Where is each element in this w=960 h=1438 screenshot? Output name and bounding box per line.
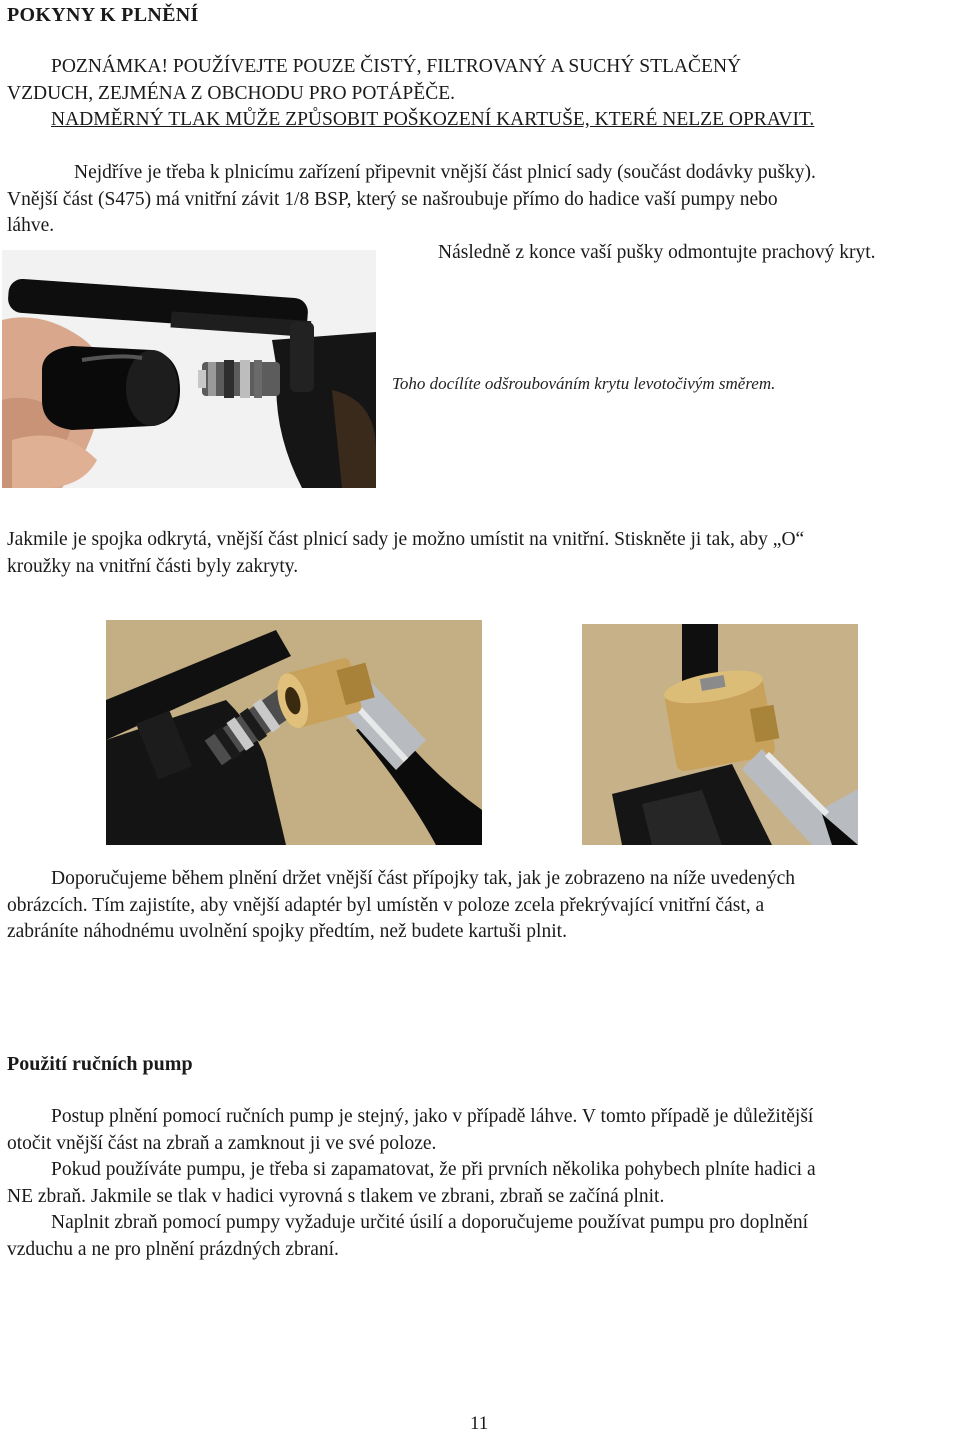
note-line-1: POZNÁMKA! POUŽÍVEJTE POUZE ČISTÝ, FILTROVANÝ A SUCHÝ STLAČENÝ xyxy=(51,56,742,77)
warning-note xyxy=(7,54,952,134)
connector-detached-illustration xyxy=(106,620,482,845)
note-line-2: VZDUCH, ZEJMÉNA Z OBCHODU PRO POTÁPĚČE. xyxy=(7,82,455,104)
photo-connector-attached xyxy=(582,624,858,845)
photo-caption-dust-cap: Toho docílíte odšroubováním krytu levotočivým směrem. xyxy=(392,374,776,393)
paragraph-attach-outer-part xyxy=(7,160,952,240)
connector-attached-illustration xyxy=(582,624,858,845)
para4-line-1: Doporučujeme během plnění držet vnější část přípojky tak, jak je zobrazeno na níže uvedených xyxy=(51,868,795,889)
photo-dust-cap-removal xyxy=(2,250,376,488)
para4-line-3: zabráníte náhodnému uvolnění spojky předtím, než budete kartuši plnit. xyxy=(7,921,567,942)
paragraph-hand-pumps xyxy=(7,1104,952,1263)
para5-line-2: otočit vnější část na zbraň a zamknout ji ve své poloze. xyxy=(7,1132,437,1154)
paragraph-place-outer-part xyxy=(7,527,952,580)
photo-connector-detached xyxy=(106,620,482,845)
page-number: 11 xyxy=(470,1413,489,1434)
para3-line-2: kroužky na vnitřní části byly zakryty. xyxy=(7,555,299,577)
dust-cap-illustration xyxy=(2,250,376,488)
para1-line-1: Nejdříve je třeba k plnicímu zařízení připevnit vnější část plnicí sady (součást dodávky pušky). xyxy=(74,162,816,183)
paragraph-hold-connector xyxy=(7,866,952,946)
paragraph-remove-dust-cap: Následně z konce vaší pušky odmontujte prachový kryt. xyxy=(438,242,876,263)
para1-line-2: Vnější část (S475) má vnitřní závit 1/8 BSP, který se našroubuje přímo do hadice vaší pumpy nebo xyxy=(7,188,778,210)
para5-line-6: vzduchu a ne pro plnění prázdných zbraní. xyxy=(7,1238,339,1260)
para5-line-5: Naplnit zbraň pomocí pumpy vyžaduje určité úsilí a doporučujeme používat pumpu pro doplnění xyxy=(51,1212,809,1233)
page-title: POKYNY K PLNĚNÍ xyxy=(7,4,199,26)
para5-line-4: NE zbraň. Jakmile se tlak v hadici vyrovná s tlakem ve zbrani, zbraň se začíná plnit. xyxy=(7,1185,665,1207)
para3-line-1: Jakmile je spojka odkrytá, vnější část plnicí sady je možno umístit na vnitřní. Stiskněte ji tak, aby „O“ xyxy=(7,529,805,550)
para4-line-2: obrázcích. Tím zajistíte, aby vnější adaptér byl umístěn v poloze zcela překrývající vnitřní část, a xyxy=(7,894,765,916)
para5-line-1: Postup plnění pomocí ručních pump je stejný, jako v případě láhve. V tomto případě je důležitější xyxy=(51,1106,814,1127)
note-line-3: NADMĚRNÝ TLAK MŮŽE ZPŮSOBIT POŠKOZENÍ KARTUŠE, KTERÉ NELZE OPRAVIT. xyxy=(51,109,815,130)
para1-line-3: láhve. xyxy=(7,215,55,236)
section-heading-hand-pumps: Použití ručních pump xyxy=(7,1053,193,1075)
para5-line-3: Pokud používáte pumpu, je třeba si zapamatovat, že při prvních několika pohybech plníte hadici a xyxy=(51,1159,816,1180)
